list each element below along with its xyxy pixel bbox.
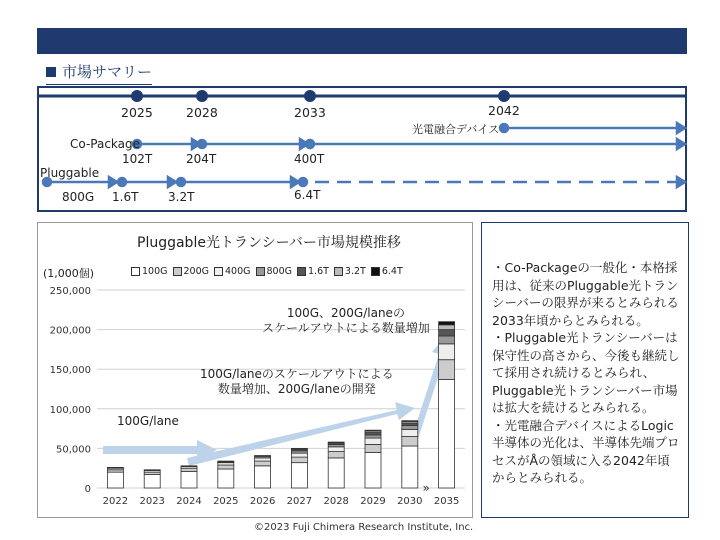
- year-marker-2042: [498, 90, 510, 102]
- bar-segment: [402, 421, 418, 422]
- legend-item-800g: 800G: [256, 266, 293, 277]
- bar-segment: [255, 466, 271, 488]
- callout-scaleout-100g: 100G/laneのスケールアウトによる 数量増加、200G/laneの開発: [200, 367, 394, 396]
- bar-segment: [181, 468, 197, 471]
- pluggable-value-6-4t: 6.4T: [294, 188, 321, 202]
- bar-segment: [439, 344, 455, 360]
- bar-segment: [439, 322, 455, 325]
- y-tick-label: 0: [84, 484, 91, 495]
- bar-segment: [291, 448, 307, 449]
- bar-segment: [439, 336, 455, 344]
- bar-segment: [328, 458, 344, 488]
- x-tick-label: 2026: [249, 496, 276, 507]
- bar-segment: [255, 461, 271, 466]
- bar-segment: [181, 471, 197, 488]
- bar-segment: [144, 470, 160, 471]
- bar-segment: [365, 444, 381, 452]
- bar-segment: [107, 467, 123, 468]
- pluggable-value-800g: 800G: [62, 190, 95, 204]
- bar-segment: [218, 461, 234, 462]
- pluggable-track: [43, 177, 685, 187]
- bar-segment: [328, 447, 344, 452]
- note-pluggable: ・Pluggable光トランシーバーは保守性の高さから、今後も継続して採用され続けるとみられ、Pluggable光トランシーバー市場は拡大を続けるとみられる。: [492, 330, 680, 415]
- bar-segment: [107, 472, 123, 488]
- bar-segment: [218, 465, 234, 469]
- bar-segment: [402, 425, 418, 429]
- legend-item-1-6t: 1.6T: [297, 266, 329, 277]
- bar-segment: [291, 457, 307, 463]
- bar-segment: [181, 466, 197, 467]
- legend-item-100g: 100G: [131, 266, 168, 277]
- x-tick-label: 2028: [323, 496, 349, 507]
- bar-segment: [439, 360, 455, 380]
- year-marker-2033: [304, 90, 316, 102]
- year-marker-2028: [196, 90, 208, 102]
- x-tick-label: 2023: [139, 496, 165, 507]
- bar-segment: [439, 379, 455, 488]
- year-label-2042: 2042: [488, 103, 520, 118]
- note-copackage: ・Co-Packageの一般化・本格採用は、従来のPluggable光トランシーバーの限界が来るとみられる2033年頃からとみられる。: [492, 260, 679, 328]
- bar-segment: [365, 452, 381, 488]
- optical-fusion-track: [500, 123, 685, 133]
- optical-fusion-label: 光電融合デバイス: [412, 123, 500, 136]
- section-title: 市場サマリー: [46, 61, 152, 85]
- copackage-track: [133, 139, 685, 149]
- summary-notes: [481, 222, 689, 518]
- y-tick-label: 100,000: [49, 404, 91, 416]
- bar-segment: [402, 437, 418, 447]
- bar-segment: [291, 453, 307, 457]
- header-bar: [37, 28, 687, 54]
- chart-unit-label: (1,000個): [43, 267, 95, 280]
- y-tick-label: 50,000: [56, 444, 91, 456]
- year-marker-2025: [131, 90, 143, 102]
- bar-segment: [365, 430, 381, 431]
- bar-segment: [144, 475, 160, 488]
- bar-segment: [365, 438, 381, 444]
- axis-break-mark: »: [422, 481, 430, 495]
- x-tick-label: 2027: [286, 496, 313, 507]
- x-tick-label: 2024: [176, 496, 202, 507]
- bar-segment: [255, 458, 271, 461]
- bullet-square-icon: [46, 67, 56, 77]
- bar-segment: [218, 469, 234, 488]
- year-label-2033: 2033: [294, 105, 326, 120]
- year-label-2028: 2028: [186, 105, 218, 120]
- year-label-2025: 2025: [121, 105, 153, 120]
- legend-item-3-2t: 3.2T: [334, 266, 366, 277]
- chart-title: Pluggable光トランシーバー市場規模推移: [137, 235, 401, 251]
- bar-segment: [255, 456, 271, 457]
- copackage-label: Co-Package: [70, 137, 141, 151]
- legend-item-200g: 200G: [173, 266, 210, 277]
- legend-item-400g: 400G: [214, 266, 251, 277]
- pluggable-value-3-2t: 3.2T: [168, 190, 195, 204]
- bar-segment: [439, 325, 455, 330]
- legend-item-6-4t: 6.4T: [371, 266, 403, 277]
- x-tick-label: 2035: [433, 496, 460, 507]
- bar-segment: [328, 442, 344, 443]
- callout-scaleout-200g: 100G、200G/laneの スケールアウトによる数量増加: [262, 306, 430, 335]
- bar-segment: [439, 330, 455, 336]
- copackage-value-2033: 400T: [294, 152, 325, 166]
- pluggable-value-1-6t: 1.6T: [112, 190, 139, 204]
- bar-segment: [402, 429, 418, 436]
- copackage-value-2028: 204T: [186, 152, 217, 166]
- bar-segment: [365, 435, 381, 438]
- note-optical-fusion: ・光電融合デバイスによるLogic半導体の光化は、半導体先端プロセスがÅの領域に入る2042年頃からとみられる。: [492, 417, 680, 485]
- x-tick-label: 2030: [397, 496, 423, 507]
- bar-segment: [291, 463, 307, 488]
- y-tick-label: 150,000: [49, 365, 91, 377]
- copackage-value-2025: 102T: [122, 152, 153, 166]
- bar-segment: [402, 446, 418, 488]
- x-tick-label: 2022: [102, 496, 129, 507]
- y-tick-label: 250,000: [49, 286, 91, 297]
- x-tick-label: 2029: [360, 496, 386, 507]
- pluggable-label: Pluggable: [40, 166, 100, 180]
- callout-100g-lane: 100G/lane: [117, 414, 179, 428]
- copyright-footer: ©2023 Fuji Chimera Research Institute, Inc.: [254, 522, 474, 533]
- y-tick-label: 200,000: [49, 325, 91, 337]
- bar-segment: [328, 452, 344, 458]
- x-tick-label: 2025: [213, 496, 239, 507]
